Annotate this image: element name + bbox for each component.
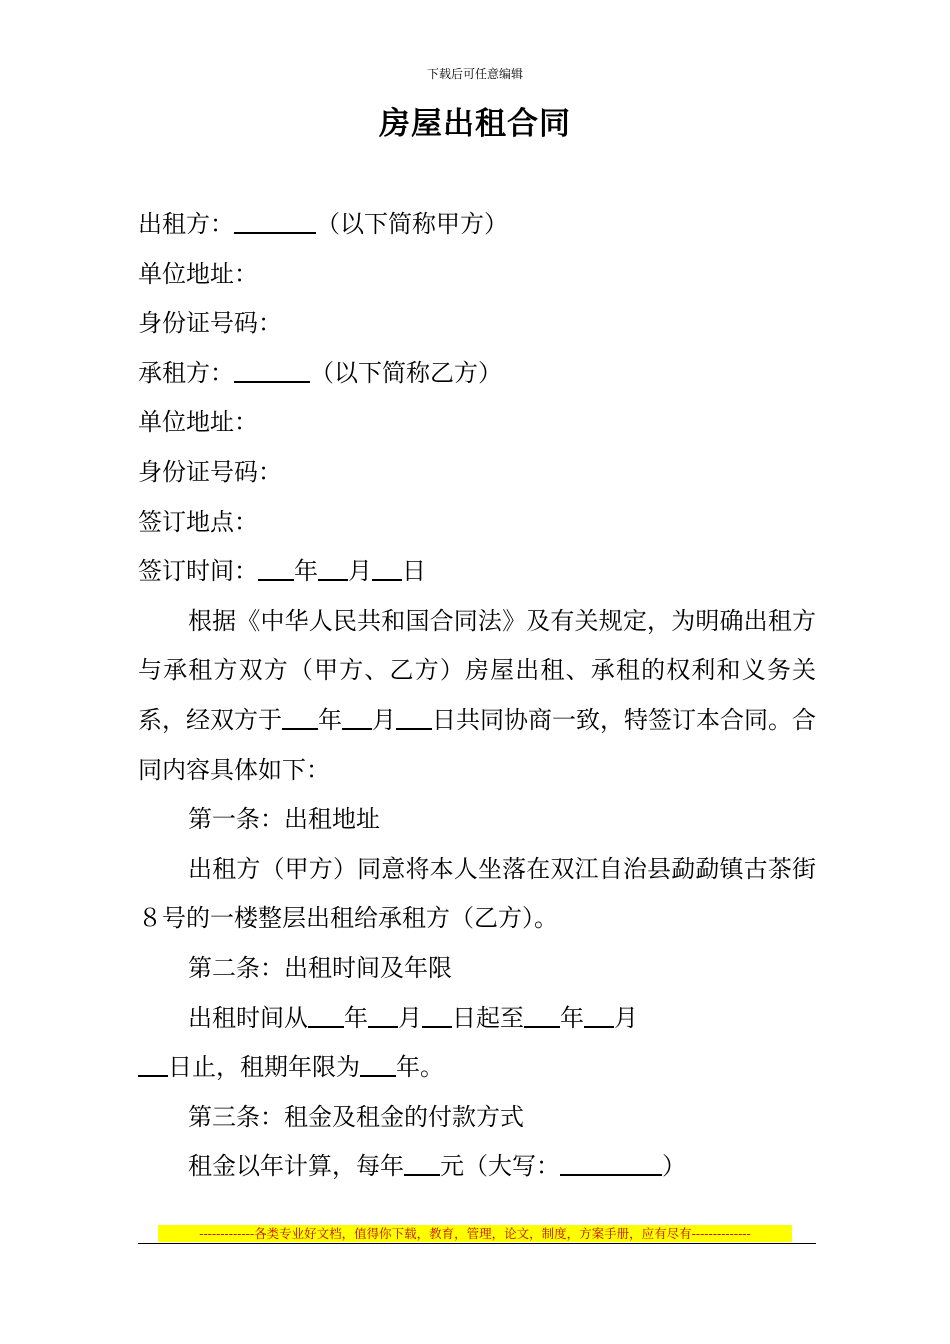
- sign-month-unit: 月: [348, 557, 372, 586]
- lessee-line: [138, 349, 816, 399]
- article2-period-line1: [138, 994, 816, 1044]
- end-year-unit: 年: [560, 1003, 584, 1032]
- lessor-address: 单位地址：: [138, 259, 258, 288]
- article3-heading: 第三条：租金及租金的付款方式: [188, 1102, 524, 1131]
- end-month-blank[interactable]: [584, 1002, 614, 1028]
- start-day-unit: 日起至: [452, 1003, 524, 1032]
- end-day-unit: 日止，租期年限为: [168, 1053, 360, 1082]
- rent-amount-blank[interactable]: [404, 1150, 440, 1176]
- lessee-label: 承租方：: [138, 358, 234, 387]
- lessee-name-blank[interactable]: [234, 357, 310, 383]
- agree-month-blank[interactable]: [342, 704, 372, 730]
- article2-heading: 第二条：出租时间及年限: [188, 953, 452, 982]
- sign-month-blank[interactable]: [318, 555, 348, 581]
- rent-uppercase-blank[interactable]: [560, 1150, 662, 1176]
- sign-place: 签订地点：: [138, 507, 258, 536]
- lessor-name-blank[interactable]: [234, 208, 316, 234]
- sign-day-blank[interactable]: [372, 555, 402, 581]
- article2-period-line2: [138, 1043, 816, 1093]
- start-month-unit: 月: [398, 1003, 422, 1032]
- agree-day-blank[interactable]: [396, 704, 432, 730]
- lessor-label: 出租方：: [138, 210, 234, 238]
- agree-year-blank[interactable]: [282, 704, 318, 730]
- period-from-label: 出租时间从: [188, 1003, 308, 1032]
- rent-prefix: 租金以年计算，每年: [188, 1152, 404, 1181]
- end-year-blank[interactable]: [524, 1002, 560, 1028]
- sign-time-label: 签订时间：: [138, 557, 258, 586]
- sign-year-blank[interactable]: [258, 555, 294, 581]
- lessor-id: 身份证号码：: [138, 309, 282, 338]
- lessee-address: 单位地址：: [138, 408, 258, 437]
- rent-yuan-label: 元（大写：: [440, 1152, 560, 1181]
- start-day-blank[interactable]: [422, 1002, 452, 1028]
- sign-day-unit: 日: [402, 557, 426, 586]
- sign-time-line: [138, 547, 816, 597]
- end-day-blank[interactable]: [138, 1051, 168, 1077]
- preamble-part1: 根据《中华人民共和国合同法》及有关规定，为明确出租方与承租方双方（甲方、乙方）房屋出租、承租的权利和义务关系，经双方于: [138, 606, 816, 734]
- lessor-line: [138, 200, 816, 250]
- preamble-paragraph: [138, 597, 816, 795]
- term-years-blank[interactable]: [360, 1051, 396, 1077]
- footer-divider: [138, 1243, 816, 1244]
- lessee-suffix: （以下简称乙方）: [310, 358, 502, 387]
- contract-body: [138, 200, 816, 1192]
- start-year-blank[interactable]: [308, 1002, 344, 1028]
- term-years-unit: 年。: [396, 1053, 444, 1082]
- document-title: 房屋出租合同: [379, 106, 571, 142]
- end-month-unit: 月: [614, 1003, 638, 1032]
- start-year-unit: 年: [344, 1003, 368, 1032]
- header-note: 下载后可任意编辑: [426, 67, 523, 81]
- footer-banner: -------------各类专业好文档，值得你下载，教育，管理，论文，制度，方案手册，应有尽有--------------: [158, 1225, 792, 1242]
- lessee-id: 身份证号码：: [138, 457, 282, 486]
- lessor-suffix: （以下简称甲方）: [316, 210, 508, 238]
- article3-rent-line: [138, 1142, 816, 1192]
- sign-year-unit: 年: [294, 557, 318, 586]
- article1-heading: 第一条：出租地址: [188, 805, 380, 834]
- rent-close-paren: ）: [662, 1152, 686, 1181]
- agree-month-unit: 月: [372, 705, 396, 734]
- preamble-part2: 日共同协商一致，特签订本合同。合同内容具体如下：: [138, 705, 816, 784]
- start-month-blank[interactable]: [368, 1002, 398, 1028]
- article1-text: 出租方（甲方）同意将本人坐落在双江自治县勐勐镇古茶街８号的一楼整层出租给承租方（乙方）。: [138, 854, 816, 933]
- agree-year-unit: 年: [318, 705, 342, 734]
